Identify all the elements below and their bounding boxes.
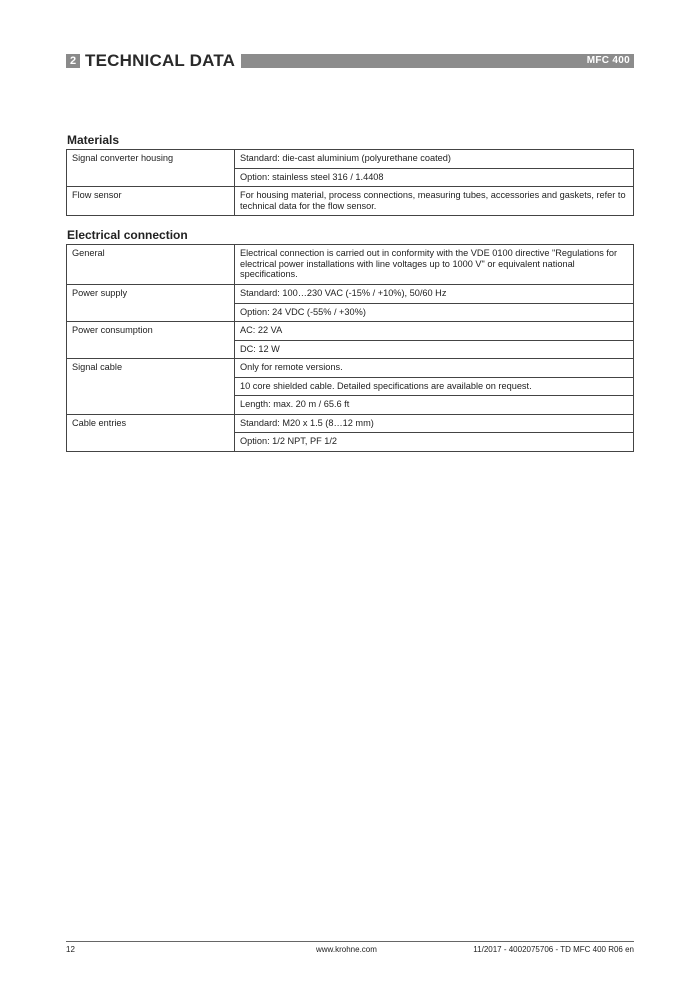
row-value: Option: 1/2 NPT, PF 1/2 [235, 433, 634, 452]
row-value: DC: 12 W [235, 340, 634, 359]
row-value: Electrical connection is carried out in conformity with the VDE 0100 directive "Regulations for electrical power installations with line voltages up to 1000 V" or equivalent national specifications. [235, 245, 634, 285]
row-value: AC: 22 VA [235, 322, 634, 341]
table-row [67, 285, 634, 304]
footer-website: www.krohne.com [316, 945, 377, 954]
row-value: Length: max. 20 m / 65.6 ft [235, 396, 634, 415]
row-label: General [67, 245, 235, 285]
row-label: Cable entries [67, 414, 235, 451]
row-label: Signal converter housing [67, 150, 235, 187]
chapter-title: TECHNICAL DATA [85, 51, 236, 70]
row-label: Power consumption [67, 322, 235, 359]
table-row [67, 245, 634, 285]
row-label: Flow sensor [67, 187, 235, 216]
row-value: Standard: 100…230 VAC (-15% / +10%), 50/60 Hz [235, 285, 634, 304]
row-value: Standard: die-cast aluminium (polyurethane coated) [235, 150, 634, 169]
table-row [67, 187, 634, 216]
row-value: For housing material, process connections, measuring tubes, accessories and gaskets, refer to technical data for the flow sensor. [235, 187, 634, 216]
electrical-section-title: Electrical connection [67, 228, 188, 242]
materials-table [66, 149, 634, 216]
table-row [67, 150, 634, 169]
row-label: Signal cable [67, 359, 235, 415]
row-label: Power supply [67, 285, 235, 322]
footer-divider [66, 941, 634, 942]
page-header [66, 52, 634, 69]
row-value: Option: stainless steel 316 / 1.4408 [235, 168, 634, 187]
header-bar [241, 54, 634, 68]
table-row [67, 359, 634, 378]
chapter-number-badge: 2 [66, 54, 80, 68]
row-value: Standard: M20 x 1.5 (8…12 mm) [235, 414, 634, 433]
product-name: MFC 400 [586, 55, 630, 66]
electrical-table [66, 244, 634, 452]
row-value: Option: 24 VDC (-55% / +30%) [235, 303, 634, 322]
row-value: Only for remote versions. [235, 359, 634, 378]
materials-section-title: Materials [67, 133, 120, 147]
table-row [67, 322, 634, 341]
table-row [67, 414, 634, 433]
row-value: 10 core shielded cable. Detailed specifications are available on request. [235, 377, 634, 396]
footer-doc-ref: 11/2017 - 4002075706 - TD MFC 400 R06 en [473, 945, 634, 954]
page-number: 12 [66, 945, 75, 954]
